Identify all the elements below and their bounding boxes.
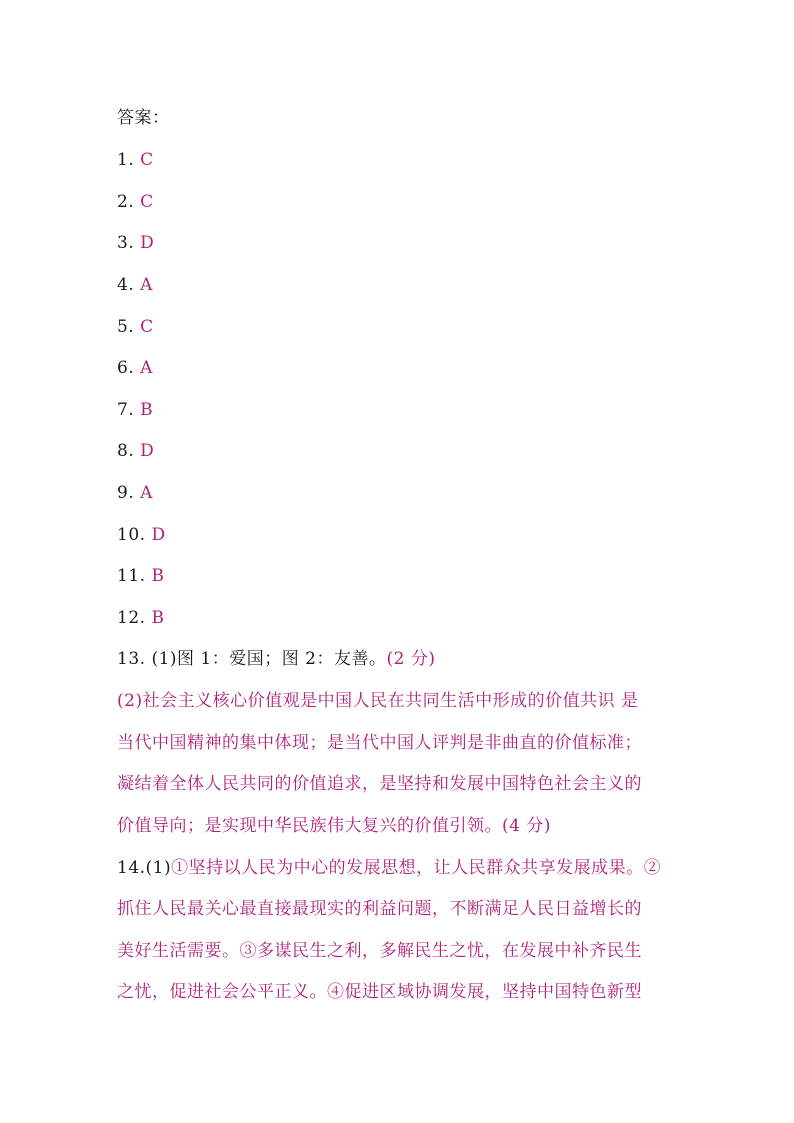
q13-part2-line: (2)社会主义核心价值观是中国人民在共同生活中形成的价值共识 是 [117, 691, 639, 711]
answer-number: 12. [117, 608, 146, 628]
answer-number: 4. [117, 275, 135, 295]
q14-line-1 [117, 856, 661, 880]
answer-item-8 [117, 439, 154, 463]
answer-value: D [140, 233, 155, 253]
answer-item-4 [117, 273, 153, 297]
answer-item-2 [117, 190, 154, 214]
answer-number: 10. [117, 525, 146, 545]
answer-value: D [140, 441, 155, 461]
q13-part2-line: 凝结着全体人民共同的价值追求，是坚持和发展中国特色社会主义的 [117, 774, 642, 794]
answer-item-11 [117, 564, 164, 588]
answer-item-7 [117, 398, 153, 422]
q14-number: 14. [117, 858, 146, 878]
q14-text-line: 抓住人民最关心最直接最现实的利益问题，不断满足人民日益增长的 [117, 899, 642, 919]
q13-line-1 [117, 647, 435, 671]
answer-item-12 [117, 606, 164, 630]
answer-number: 2. [117, 192, 135, 212]
q14-part-label: (1) [145, 858, 172, 878]
answer-header: 答案： [117, 108, 170, 128]
q13-part1-score: (2 分) [386, 649, 436, 669]
q13-part2-line: 当代中国精神的集中体现；是当代中国人评判是非曲直的价值标准； [117, 733, 642, 753]
answer-value: B [151, 608, 165, 628]
q13-part1-text: (1)图 1：爱国；图 2：友善。 [151, 649, 387, 669]
answer-value: C [140, 150, 154, 170]
answer-number: 5. [117, 317, 135, 337]
answer-item-6 [117, 356, 153, 380]
q14-text-line: 美好生活需要。③多谋民生之利，多解民生之忧，在发展中补齐民生 [117, 941, 642, 961]
answer-number: 11. [117, 566, 146, 586]
answer-number: 1. [117, 150, 135, 170]
q13-part2-line: 价值导向；是实现中华民族伟大复兴的价值引领。(4 分) [117, 816, 551, 836]
answer-value: C [140, 192, 154, 212]
answer-value: A [140, 358, 153, 378]
answer-value: A [140, 483, 153, 503]
answer-item-3 [117, 231, 154, 255]
q14-line1-text: ①坚持以人民为中心的发展思想，让人民群众共享发展成果。② [171, 858, 662, 878]
answer-value: B [151, 566, 165, 586]
answer-value: D [151, 525, 166, 545]
answer-item-10 [117, 523, 166, 547]
q13-number: 13. [117, 649, 146, 669]
q14-text-line: 之忧，促进社会公平正义。④促进区域协调发展，坚持中国特色新型 [117, 982, 642, 1002]
answer-item-9 [117, 481, 153, 505]
answer-number: 8. [117, 441, 135, 461]
answer-value: B [140, 400, 154, 420]
answer-item-5 [117, 315, 154, 339]
answer-number: 7. [117, 400, 135, 420]
answer-value: C [140, 317, 154, 337]
answer-value: A [140, 275, 153, 295]
answer-number: 9. [117, 483, 135, 503]
answer-number: 3. [117, 233, 135, 253]
answer-number: 6. [117, 358, 135, 378]
answer-item-1 [117, 148, 154, 172]
